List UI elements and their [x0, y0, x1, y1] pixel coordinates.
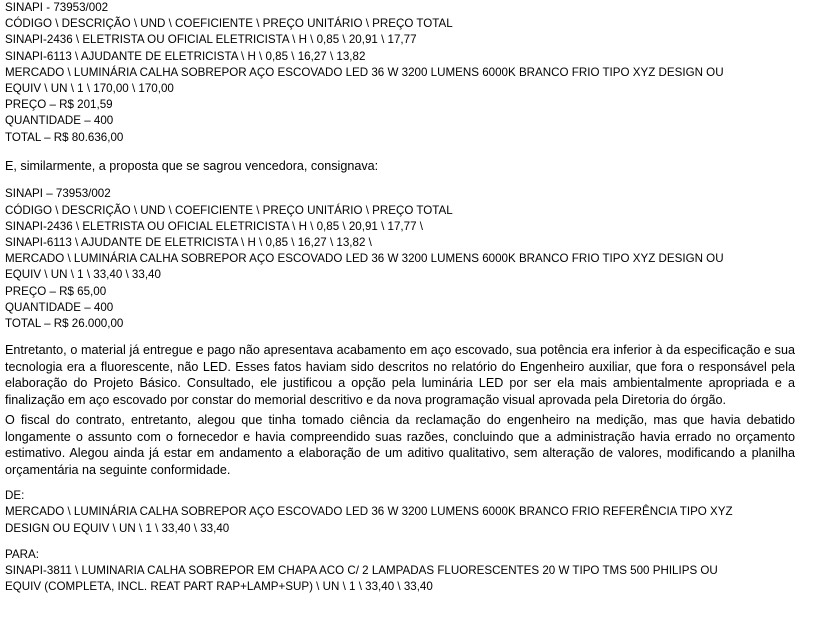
document-page	[5, 0, 795, 595]
quote-line: TOTAL – R$ 26.000,00	[5, 316, 124, 330]
first-quote-block	[5, 0, 795, 146]
from-label: DE:	[5, 489, 25, 503]
quote-line: PREÇO – R$ 65,00	[5, 284, 107, 298]
transition-text: E, similarmente, a proposta que se sagrou vencedora, consignava:	[5, 158, 379, 173]
to-line: SINAPI-3811 \ LUMINARIA CALHA SOBREPOR EM CHAPA ACO C/ 2 LAMPADAS FLUORESCENTES 20 W TIPO TMS 500 PHILIPS OU	[5, 563, 718, 577]
quote-line: EQUIV \ UN \ 1 \ 33,40 \ 33,40	[5, 268, 161, 282]
quote-line: CÓDIGO \ DESCRIÇÃO \ UND \ COEFICIENTE \ PREÇO UNITÁRIO \ PREÇO TOTAL	[5, 203, 453, 217]
to-block	[5, 547, 795, 596]
quote-line: MERCADO \ LUMINÁRIA CALHA SOBREPOR AÇO ESCOVADO LED 36 W 3200 LUMENS 6000K BRANCO FRIO TIPO XYZ DESIGN OU	[5, 252, 724, 266]
quote-line: QUANTIDADE – 400	[5, 300, 114, 314]
quote-line: SINAPI-6113 \ AJUDANTE DE ELETRICISTA \ H \ 0,85 \ 16,27 \ 13,82	[5, 49, 366, 63]
quote-line: MERCADO \ LUMINÁRIA CALHA SOBREPOR AÇO ESCOVADO LED 36 W 3200 LUMENS 6000K BRANCO FRIO TIPO XYZ DESIGN OU	[5, 65, 724, 79]
quote-line: EQUIV \ UN \ 1 \ 170,00 \ 170,00	[5, 82, 174, 96]
quote-line: SINAPI-6113 \ AJUDANTE DE ELETRICISTA \ H \ 0,85 \ 16,27 \ 13,82 \	[5, 235, 372, 249]
from-line: DESIGN OU EQUIV \ UN \ 1 \ 33,40 \ 33,40	[5, 521, 230, 535]
quote-line: SINAPI - 73953/002	[5, 1, 109, 14]
from-line: MERCADO \ LUMINÁRIA CALHA SOBREPOR AÇO ESCOVADO LED 36 W 3200 LUMENS 6000K BRANCO FRIO REFERÊNCIA TIPO XYZ	[5, 505, 733, 519]
second-quote-block	[5, 186, 795, 332]
quote-line: SINAPI-2436 \ ELETRISTA OU OFICIAL ELETRICISTA \ H \ 0,85 \ 20,91 \ 17,77 \	[5, 219, 423, 233]
paragraph-material: Entretanto, o material já entregue e pago não apresentava acabamento em aço escovado, sua potência era inferior à da especificação e sua tecnologia era a fluorescente, não LED. Esses fatos haviam sido descritos no relatório do Engenheiro auxiliar, que fora o responsável pela elaboração do Projeto Básico. Consultado, ele justificou a opção pela luminária LED por ser ela mais ambientalmente apropriada e a finalização em aço escovado por constar do memorial descritivo e da nova programação visual aprovada pela Diretoria do órgão.	[5, 343, 795, 407]
quote-line: TOTAL – R$ 80.636,00	[5, 130, 124, 144]
from-block	[5, 488, 795, 537]
quote-line: PREÇO – R$ 201,59	[5, 98, 113, 112]
to-label: PARA:	[5, 547, 39, 561]
to-line: EQUIV (COMPLETA, INCL. REAT PART RAP+LAMP+SUP) \ UN \ 1 \ 33,40 \ 33,40	[5, 580, 433, 594]
quote-line: SINAPI-2436 \ ELETRISTA OU OFICIAL ELETRICISTA \ H \ 0,85 \ 20,91 \ 17,77	[5, 33, 417, 47]
quote-line: QUANTIDADE – 400	[5, 114, 114, 128]
quote-line: SINAPI – 73953/002	[5, 187, 111, 201]
quote-line: CÓDIGO \ DESCRIÇÃO \ UND \ COEFICIENTE \ PREÇO UNITÁRIO \ PREÇO TOTAL	[5, 17, 453, 31]
paragraph-fiscal: O fiscal do contrato, entretanto, alegou que tinha tomado ciência da reclamação do engenheiro na medição, mas que havia debatido longamente o assunto com o fornecedor e havia compreendido suas razões, concluindo que a administração havia errado no orçamento estimativo. Alegou ainda já estar em andamento a elaboração de um aditivo qualitativo, sem alteração de valores, modificando a planilha orçamentária na seguinte conformidade.	[5, 413, 795, 477]
